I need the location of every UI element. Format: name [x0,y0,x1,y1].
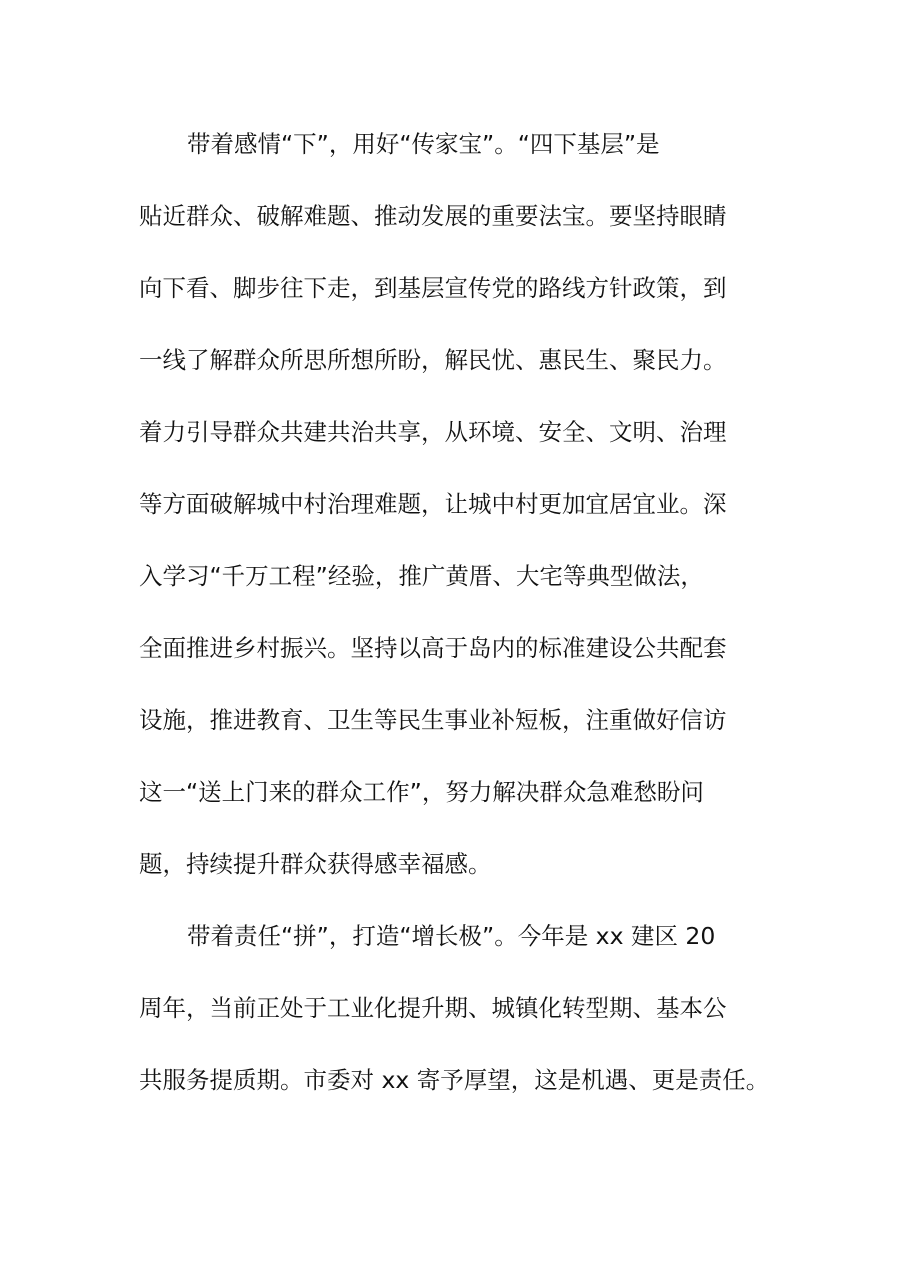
paragraph-1-line-10: 这一“送上门来的群众工作”，努力解决群众急难愁盼问 [139,778,704,806]
paragraph-2-line-3: 共服务提质期。市委对 xx 寄予厚望，这是机遇、更是责任。 [139,1066,770,1094]
paragraph-1-line-4: 一线了解群众所思所想所盼，解民忧、惠民生、聚民力。 [139,346,727,374]
paragraph-1-line-6: 等方面破解城中村治理难题，让城中村更加宜居宜业。深 [139,490,727,518]
paragraph-2-line-1: 带着责任“拼”，打造“增长极”。今年是 xx 建区 20 [187,922,716,950]
paragraph-2-line-2: 周年，当前正处于工业化提升期、城镇化转型期、基本公 [139,994,727,1022]
paragraph-1-line-3: 向下看、脚步往下走，到基层宣传党的路线方针政策，到 [139,274,727,302]
paragraph-1-line-2: 贴近群众、破解难题、推动发展的重要法宝。要坚持眼睛 [139,202,727,230]
paragraph-1-line-9: 设施，推进教育、卫生等民生事业补短板，注重做好信访 [139,706,727,734]
document-body [139,108,799,1116]
paragraph-1-line-11: 题，持续提升群众获得感幸福感。 [139,850,492,878]
paragraph-1-line-5: 着力引导群众共建共治共享，从环境、安全、文明、治理 [139,418,727,446]
paragraph-1-line-7: 入学习“千万工程”经验，推广黄厝、大宅等典型做法， [139,562,704,590]
paragraph-1-line-1: 带着感情“下”，用好“传家宝”。“四下基层”是 [187,130,660,158]
paragraph-1-line-8: 全面推进乡村振兴。坚持以高于岛内的标准建设公共配套 [139,634,727,662]
